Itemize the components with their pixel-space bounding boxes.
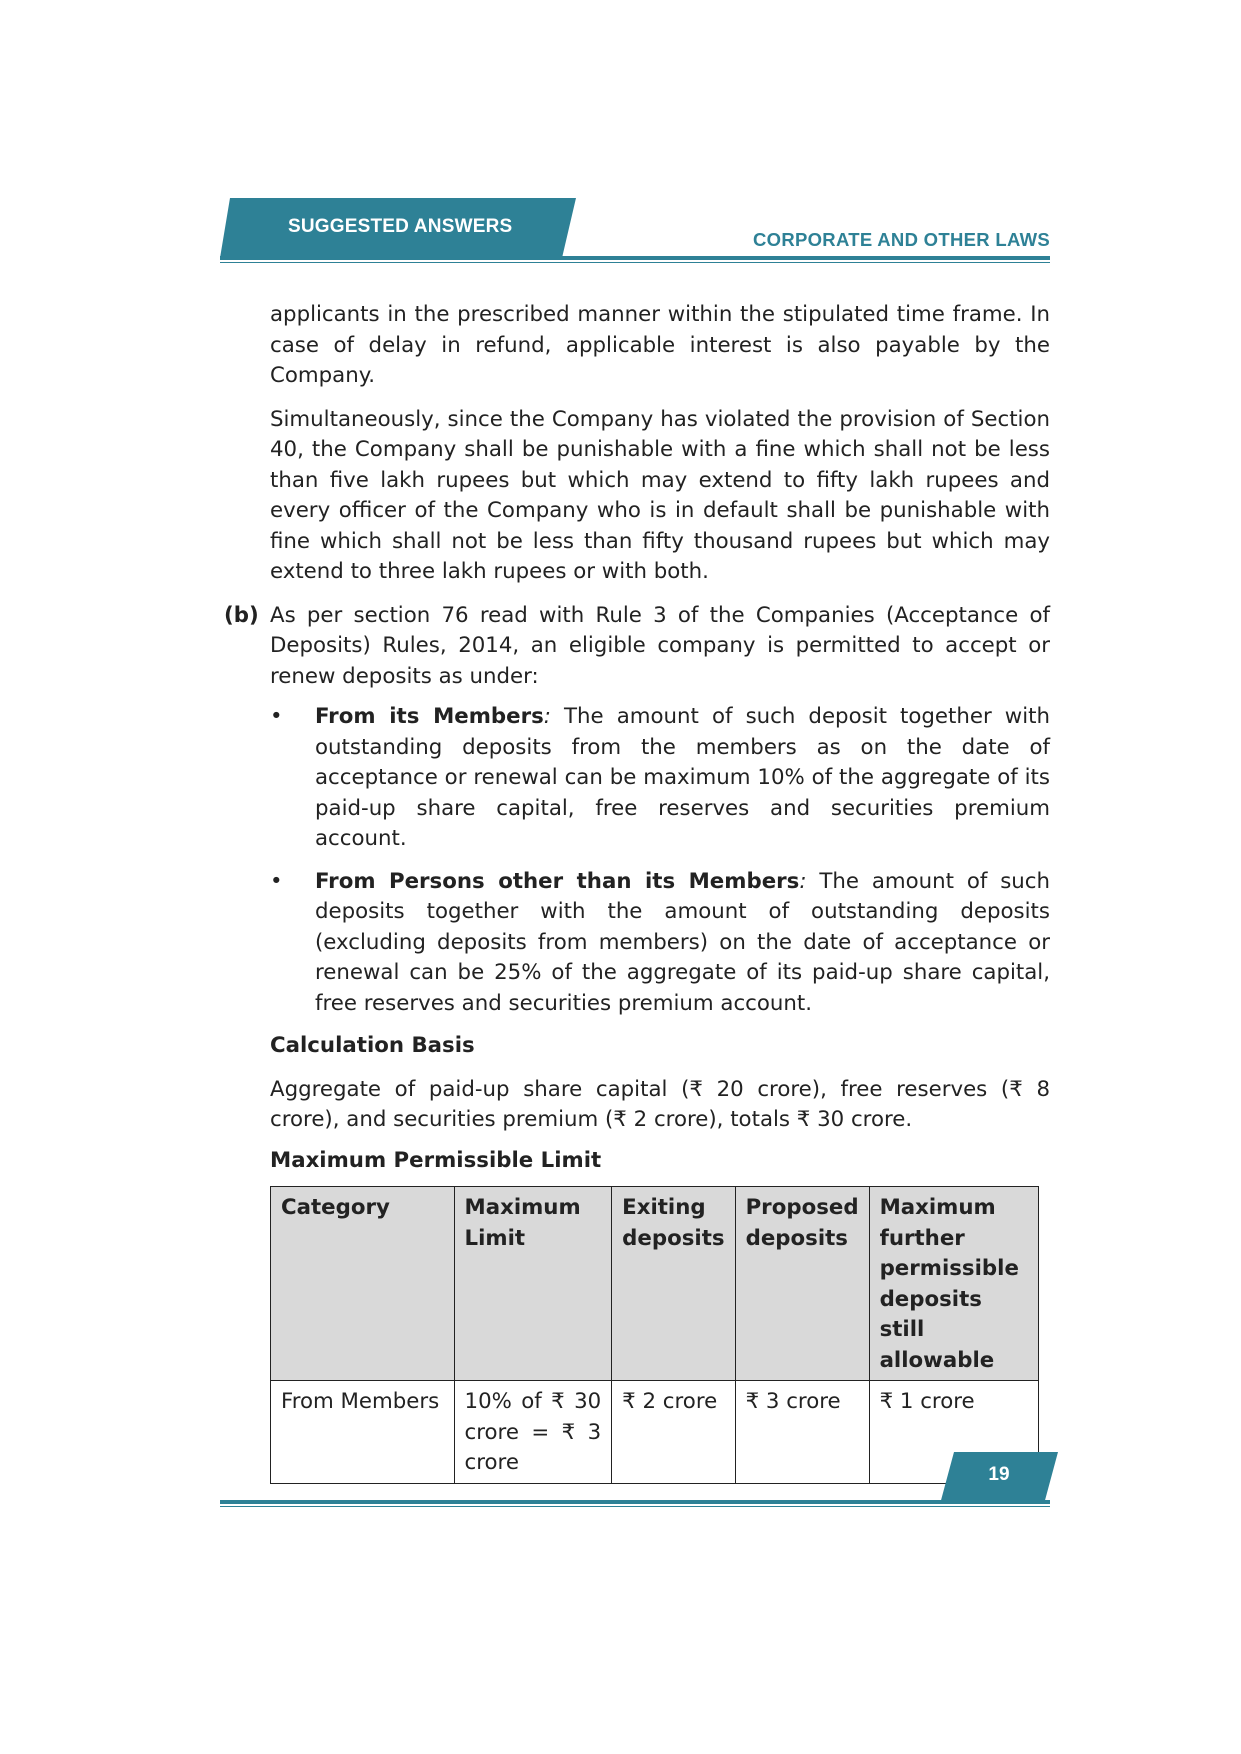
column-header-further-permissible: Maximum further permissible deposits still allowable — [869, 1187, 1038, 1381]
table-row — [271, 1381, 1039, 1484]
table-header-row — [271, 1187, 1039, 1381]
bullet-icon: • — [270, 704, 283, 729]
footer-divider-thin — [220, 1506, 1050, 1507]
list-item-colon: : — [543, 704, 551, 729]
list-item-text: The amount of such deposits together with the amount of outstanding deposits (excluding deposits from members) on the date of acceptance or renewal can be 25% of the aggregate of its paid-up share capital, free reserves and securities premium account. — [315, 868, 1051, 1016]
deposit-rules-list — [270, 702, 1050, 1019]
column-header-existing-deposits: Exiting deposits — [612, 1187, 735, 1381]
max-limit-heading: Maximum Permissible Limit — [270, 1147, 602, 1173]
list-item-title: From Persons other than its Members — [315, 868, 800, 894]
table-cell: From Members — [271, 1381, 455, 1484]
paragraph-penalty: Simultaneously, since the Company has violated the provision of Section 40, the Company shall be punishable with a fine which shall not be less than five lakh rupees but which may extend to fifty lakh rupees and every officer of the Company who is in default shall be punishable with fine which shall not be less than fifty thousand rupees but which may extend to three lakh rupees or with both. — [270, 406, 1050, 584]
table-cell: ₹ 3 crore — [735, 1381, 869, 1484]
part-b-intro: As per section 76 read with Rule 3 of the Companies (Acceptance of Deposits) Rules, 2014, an eligible company is permitted to accept or renew deposits as under: — [270, 602, 1050, 689]
header-subject-title: CORPORATE AND OTHER LAWS — [752, 229, 1050, 250]
bullet-icon: • — [270, 868, 283, 894]
calculation-basis-text: Aggregate of paid-up share capital (₹ 20 crore), free reserves (₹ 8 crore), and securities premium (₹ 2 crore), totals ₹ 30 crore. — [270, 1076, 1050, 1132]
table-cell: 10% of ₹ 30 crore = ₹ 3 crore — [454, 1381, 612, 1484]
list-item — [270, 867, 1050, 1020]
deposit-limit-table — [270, 1186, 1039, 1484]
table-cell: ₹ 1 crore — [869, 1381, 1038, 1484]
list-item — [270, 702, 1050, 855]
column-header-category: Category — [271, 1187, 455, 1381]
page-content — [224, 300, 1051, 1484]
header-divider-thin — [220, 262, 1050, 263]
list-item-text: The amount of such deposit together with outstanding deposits from the members as on the date of acceptance or renewal can be maximum 10% of the aggregate of its paid-up share capital, free reserves and securities premium account. — [315, 704, 1050, 851]
part-b-label: (b) — [224, 602, 259, 628]
column-header-proposed-deposits: Proposed deposits — [735, 1187, 869, 1381]
part-b — [224, 601, 1050, 693]
header-divider — [220, 256, 1050, 260]
header-section-label: SUGGESTED ANSWERS — [288, 216, 513, 237]
list-item-colon: : — [799, 868, 807, 894]
list-item-title: From its Members — [315, 704, 544, 729]
footer-divider — [220, 1500, 1050, 1504]
calculation-basis-heading: Calculation Basis — [270, 1033, 475, 1058]
page-number: 19 — [988, 1464, 1010, 1485]
paragraph-refund: applicants in the prescribed manner within the stipulated time frame. In case of delay in refund, applicable interest is also payable by the Company. — [270, 302, 1050, 388]
table-cell: ₹ 2 crore — [612, 1381, 735, 1484]
column-header-maximum-limit: Maximum Limit — [454, 1187, 612, 1381]
